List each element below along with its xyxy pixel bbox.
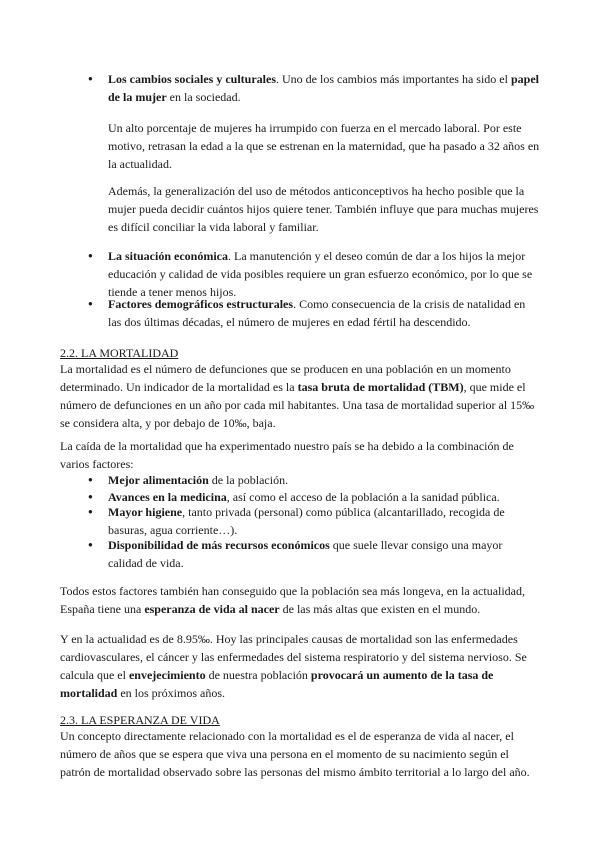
sub-paragraph: Un alto porcentaje de mujeres ha irrumpido con fuerza en el mercado laboral. Por este motivo, retrasan la edad a la que se estrenan en la maternidad, que ha pasado a 32 años en la actualidad. <box>108 121 540 171</box>
paragraph-mortalidad-definicion <box>60 360 540 432</box>
list-item-factor <box>108 503 540 539</box>
bold-term: Avances en la medicina <box>108 490 227 504</box>
section-heading-mortalidad: 2.2. LA MORTALIDAD <box>60 346 179 360</box>
text: de las más altas que existen en el mundo. <box>279 602 481 616</box>
text: que suele llevar consigo una mayor calidad de vida. <box>108 538 503 570</box>
bold-term: Factores demográficos estructurales <box>108 297 294 311</box>
text: La mortalidad es el número de defunciones que se producen en una población en un momento determinado. Un indicador de la mortalidad es la <box>60 362 511 394</box>
bold-term: provocará un aumento de la tasa de mortalidad <box>60 668 494 700</box>
text: en los próximos años. <box>117 686 226 700</box>
text: . La manutención y el deseo común de dar a los hijos la mejor educación y calidad de vida posibles requiere un gran esfuerzo económico, por lo que se tiende a tener menos hijos. <box>108 249 533 299</box>
bold-term: La situación económica <box>108 249 228 263</box>
bold-term: Disponibilidad de más recursos económicos <box>108 538 330 552</box>
text: , que mide el número de defunciones en un año por cada mil habitantes. Una tasa de mortalidad superior al 15‰ se considera alta, y por debajo de 10‰, baja. <box>60 380 535 430</box>
list-item-factor <box>108 471 540 489</box>
text: de nuestra población <box>205 668 311 682</box>
sub-paragraph: Además, la generalización del uso de métodos anticonceptivos ha hecho posible que la mujer pueda decidir cuántos hijos quiere tener. También influye que para muchas mujeres es difícil conciliar la vida laboral y familiar. <box>108 184 539 234</box>
bold-term: Los cambios sociales y culturales <box>108 72 276 86</box>
bold-term: envejecimiento <box>128 668 206 682</box>
list-item-cambios-sociales <box>108 70 540 106</box>
bold-term: Mejor alimentación <box>108 473 209 487</box>
list-item-situacion-economica <box>108 247 540 301</box>
text: , tanto privada (personal) como pública (alcantarillado, recogida de basuras, agua corriente…). <box>108 505 505 537</box>
text: Y en la actualidad es de 8.95‰. Hoy las principales causas de mortalidad son las enfermedades cardiovasculares, el cáncer y las enfermedades del sistema respiratorio y del sistema nervioso. Se calcula que el <box>60 632 527 682</box>
text: , así como el acceso de la población a la sanidad pública. <box>226 490 500 504</box>
list-item-factor <box>108 536 540 572</box>
text: en la sociedad. <box>166 90 241 104</box>
list-item-factores-demograficos <box>108 295 540 331</box>
section-heading-esperanza-de-vida: 2.3. LA ESPERANZA DE VIDA <box>60 713 220 727</box>
bold-term: esperanza de vida al nacer <box>144 602 280 616</box>
text: . Como consecuencia de la crisis de natalidad en las dos últimas décadas, el número de mujeres en edad fértil ha descendido. <box>108 297 526 329</box>
text: Todos estos factores también han conseguido que la población sea más longeva, en la actualidad, España tiene una <box>60 584 526 616</box>
paragraph-causas-mortalidad <box>60 630 540 702</box>
paragraph-esperanza-de-vida: Un concepto directamente relacionado con la mortalidad es el de esperanza de vida al nacer, el número de años que se espera que viva una persona en el momento de su nacimiento según el patrón de mortalidad observado sobre las personas del mismo ámbito territorial a lo largo del año. <box>60 729 530 779</box>
paragraph-caida-mortalidad: La caída de la mortalidad que ha experimentado nuestro país se ha debido a la combinación de varios factores: <box>60 439 514 471</box>
text: . Uno de los cambios más importantes ha sido el <box>276 72 511 86</box>
paragraph-longevidad <box>60 582 540 618</box>
bold-term: Mayor higiene <box>108 505 183 519</box>
bold-term: papel de la mujer <box>108 72 539 104</box>
text: de la población. <box>208 473 289 487</box>
bold-term: tasa bruta de mortalidad (TBM) <box>297 380 464 394</box>
